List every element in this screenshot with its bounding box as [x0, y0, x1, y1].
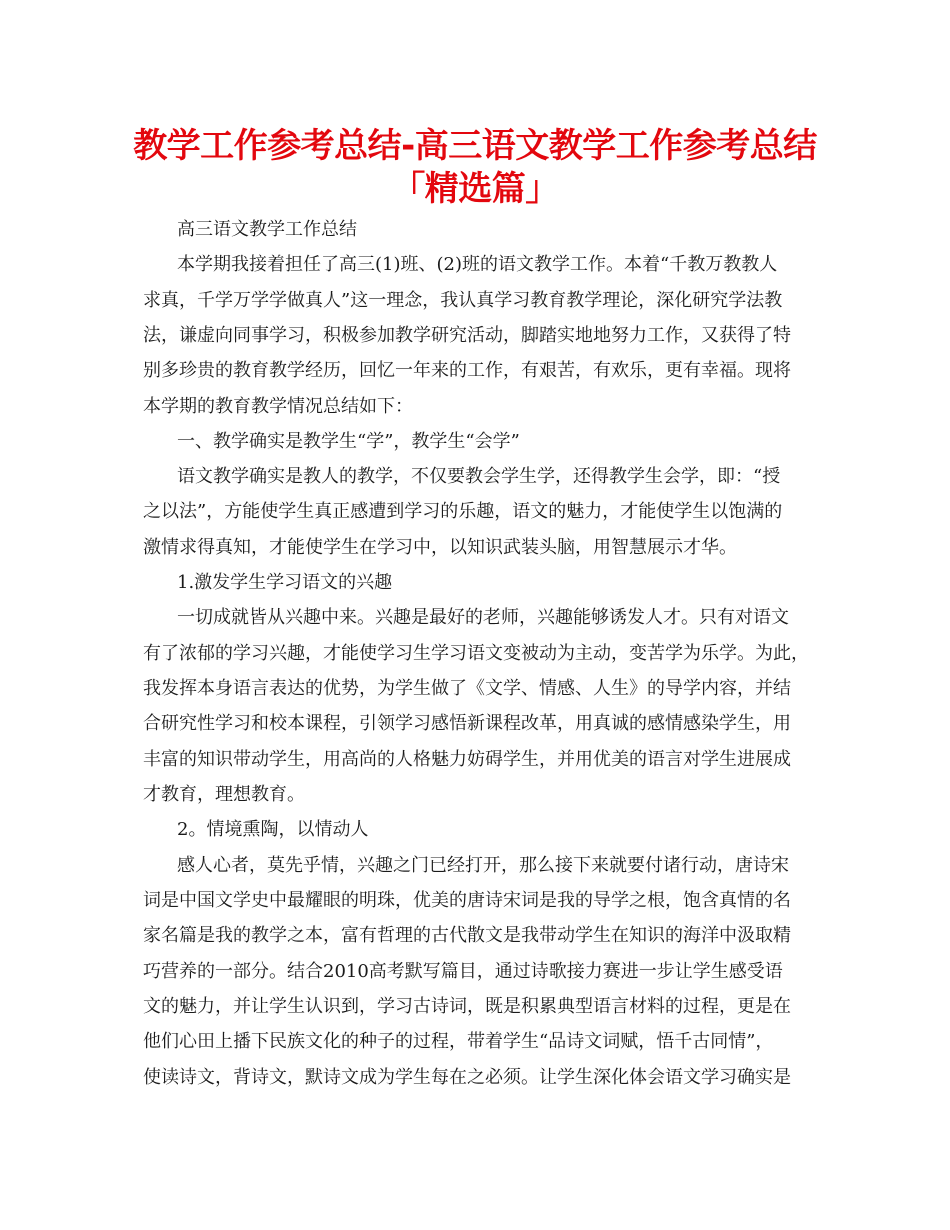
paragraph-line: 丰富的知识带动学生，用高尚的人格魅力妨碍学生，并用优美的语言对学生进展成 [143, 749, 791, 770]
paragraph-line: 合研究性学习和校本课程，引领学习感悟新课程改革，用真诚的感情感染学生，用 [143, 713, 791, 734]
paragraph-line: 家名篇是我的教学之本，富有哲理的古代散文是我带动学生在知识的海洋中汲取精 [143, 925, 791, 946]
section-heading: 一、教学确实是教学生“学”，教学生“会学” [177, 431, 520, 452]
paragraph-line: 别多珍贵的教育教学经历，回忆一年来的工作，有艰苦，有欢乐，更有幸福。现将 [143, 360, 791, 381]
paragraph-line: 我发挥本身语言表达的优势，为学生做了《文学、情感、人生》的导学内容，并结 [143, 678, 791, 699]
paragraph-line: 激情求得真知，才能使学生在学习中，以知识武装头脑，用智慧展示才华。 [143, 537, 737, 558]
paragraph-line: 一切成就皆从兴趣中来。兴趣是最好的老师，兴趣能够诱发人才。只有对语文 [177, 607, 789, 628]
paragraph-line: 本学期我接着担任了高三(1)班、(2)班的语文教学工作。本着“千教万教教人 [177, 254, 778, 275]
section-heading: 高三语文教学工作总结 [177, 219, 357, 240]
paragraph-line: 使读诗文，背诗文，默诗文成为学生每在之必须。让学生深化体会语文学习确实是 [143, 1067, 791, 1088]
paragraph-line: 之以法”，方能使学生真正感遭到学习的乐趣，语文的魅力，才能使学生以饱满的 [143, 501, 783, 522]
paragraph-line: 文的魅力，并让学生认识到，学习古诗词，既是积累典型语言材料的过程，更是在 [143, 996, 791, 1017]
paragraph-line: 本学期的教育教学情况总结如下： [143, 396, 413, 417]
section-heading: 1.激发学生学习语文的兴趣 [177, 572, 393, 593]
paragraph-line: 他们心田上播下民族文化的种子的过程，带着学生“品诗文词赋，悟千古同情”， [143, 1031, 774, 1052]
paragraph-line: 有了浓郁的学习兴趣，才能使学习生学习语文变被动为主动，变苦学为乐学。为此， [143, 643, 809, 664]
document-title-line-1: 教学工作参考总结-高三语文教学工作参考总结 [133, 126, 817, 166]
document-title-line-2: 「精选篇」 [391, 169, 559, 209]
paragraph-line: 感人心者，莫先乎情，兴趣之门已经打开，那么接下来就要付诸行动，唐诗宋 [177, 855, 789, 876]
paragraph-line: 法，谦虚向同事学习，积极参加教学研究活动，脚踏实地地努力工作，又获得了特 [143, 325, 791, 346]
paragraph-line: 词是中国文学史中最耀眼的明珠，优美的唐诗宋词是我的导学之根，饱含真情的名 [143, 890, 791, 911]
paragraph-line: 求真，千学万学学做真人”这一理念，我认真学习教育教学理论，深化研究学法教 [143, 290, 783, 311]
section-heading: 2。情境熏陶，以情动人 [177, 819, 369, 840]
paragraph-line: 语文教学确实是教人的教学，不仅要教会学生学，还得教学生会学，即：“授 [177, 466, 781, 487]
paragraph-line: 巧营养的一部分。结合2010高考默写篇目，通过诗歌接力赛进一步让学生感受语 [143, 961, 783, 982]
paragraph-line: 才教育，理想教育。 [143, 784, 305, 805]
